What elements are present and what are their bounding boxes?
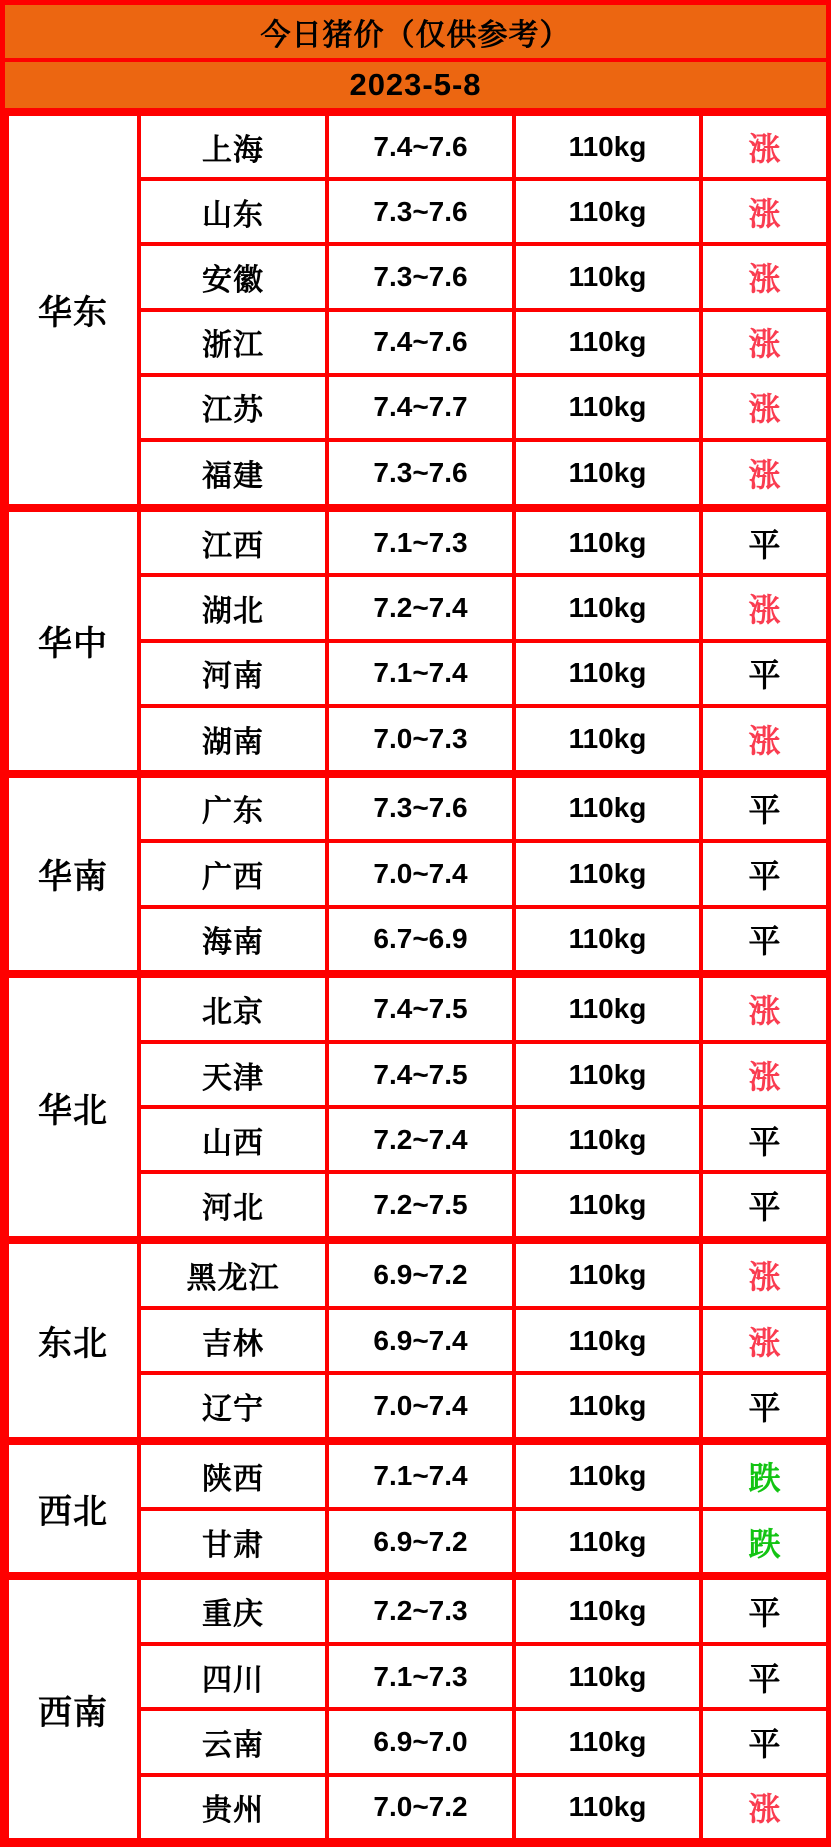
- table-row: [7, 508, 828, 576]
- weight-cell: 110kg: [514, 706, 701, 774]
- province-cell: 陕西: [139, 1441, 327, 1509]
- price-cell: 7.0~7.4: [327, 841, 514, 906]
- province-cell: 安徽: [139, 244, 327, 309]
- weight-cell: 110kg: [514, 1240, 701, 1308]
- province-cell: 辽宁: [139, 1373, 327, 1441]
- province-cell: 甘肃: [139, 1509, 327, 1577]
- province-cell: 吉林: [139, 1308, 327, 1373]
- province-cell: 河北: [139, 1172, 327, 1240]
- status-cell: 平: [701, 1709, 828, 1774]
- weight-cell: 110kg: [514, 508, 701, 576]
- price-cell: 7.0~7.4: [327, 1373, 514, 1441]
- province-cell: 北京: [139, 974, 327, 1042]
- table-row: [7, 1576, 828, 1644]
- weight-cell: 110kg: [514, 1644, 701, 1709]
- date-label: 2023-5-8: [5, 62, 826, 108]
- weight-cell: 110kg: [514, 907, 701, 975]
- status-cell: 涨: [701, 179, 828, 244]
- province-cell: 江苏: [139, 375, 327, 440]
- province-cell: 天津: [139, 1042, 327, 1107]
- weight-cell: 110kg: [514, 974, 701, 1042]
- weight-cell: 110kg: [514, 1042, 701, 1107]
- table-row: [7, 774, 828, 842]
- province-cell: 云南: [139, 1709, 327, 1774]
- status-cell: 平: [701, 841, 828, 906]
- weight-cell: 110kg: [514, 1709, 701, 1774]
- province-cell: 福建: [139, 440, 327, 508]
- weight-cell: 110kg: [514, 1576, 701, 1644]
- page-title: 今日猪价（仅供参考）: [5, 5, 826, 58]
- weight-cell: 110kg: [514, 1373, 701, 1441]
- province-cell: 山东: [139, 179, 327, 244]
- price-cell: 6.7~6.9: [327, 907, 514, 975]
- weight-cell: 110kg: [514, 440, 701, 508]
- status-cell: 跌: [701, 1509, 828, 1577]
- price-cell: 7.4~7.5: [327, 1042, 514, 1107]
- price-table: [5, 112, 830, 1842]
- province-cell: 黑龙江: [139, 1240, 327, 1308]
- price-cell: 7.4~7.6: [327, 310, 514, 375]
- price-cell: 7.1~7.4: [327, 641, 514, 706]
- weight-cell: 110kg: [514, 1775, 701, 1840]
- table-row: [7, 1441, 828, 1509]
- weight-cell: 110kg: [514, 244, 701, 309]
- price-cell: 6.9~7.0: [327, 1709, 514, 1774]
- price-cell: 7.0~7.2: [327, 1775, 514, 1840]
- status-cell: 涨: [701, 706, 828, 774]
- price-cell: 7.3~7.6: [327, 244, 514, 309]
- table-row: [7, 114, 828, 179]
- status-cell: 涨: [701, 1775, 828, 1840]
- weight-cell: 110kg: [514, 1509, 701, 1577]
- region-cell: 华北: [7, 974, 139, 1240]
- province-cell: 江西: [139, 508, 327, 576]
- weight-cell: 110kg: [514, 641, 701, 706]
- status-cell: 跌: [701, 1441, 828, 1509]
- weight-cell: 110kg: [514, 114, 701, 179]
- weight-cell: 110kg: [514, 774, 701, 842]
- price-cell: 7.0~7.3: [327, 706, 514, 774]
- weight-cell: 110kg: [514, 375, 701, 440]
- status-cell: 平: [701, 1644, 828, 1709]
- province-cell: 贵州: [139, 1775, 327, 1840]
- province-cell: 重庆: [139, 1576, 327, 1644]
- province-cell: 广东: [139, 774, 327, 842]
- region-cell: 西南: [7, 1576, 139, 1840]
- price-cell: 7.2~7.4: [327, 575, 514, 640]
- weight-cell: 110kg: [514, 575, 701, 640]
- weight-cell: 110kg: [514, 1107, 701, 1172]
- price-cell: 7.1~7.3: [327, 508, 514, 576]
- price-cell: 7.2~7.4: [327, 1107, 514, 1172]
- table-row: [7, 1240, 828, 1308]
- status-cell: 涨: [701, 1042, 828, 1107]
- price-cell: 7.3~7.6: [327, 179, 514, 244]
- status-cell: 平: [701, 774, 828, 842]
- price-cell: 7.4~7.5: [327, 974, 514, 1042]
- province-cell: 湖北: [139, 575, 327, 640]
- weight-cell: 110kg: [514, 1441, 701, 1509]
- weight-cell: 110kg: [514, 179, 701, 244]
- weight-cell: 110kg: [514, 1172, 701, 1240]
- status-cell: 涨: [701, 310, 828, 375]
- price-cell: 7.2~7.3: [327, 1576, 514, 1644]
- price-cell: 7.3~7.6: [327, 440, 514, 508]
- status-cell: 平: [701, 1107, 828, 1172]
- province-cell: 四川: [139, 1644, 327, 1709]
- province-cell: 广西: [139, 841, 327, 906]
- table-row: [7, 974, 828, 1042]
- price-cell: 7.1~7.3: [327, 1644, 514, 1709]
- status-cell: 涨: [701, 1240, 828, 1308]
- region-cell: 东北: [7, 1240, 139, 1441]
- status-cell: 平: [701, 1576, 828, 1644]
- status-cell: 涨: [701, 440, 828, 508]
- price-cell: 7.4~7.6: [327, 114, 514, 179]
- price-cell: 7.3~7.6: [327, 774, 514, 842]
- status-cell: 平: [701, 907, 828, 975]
- price-cell: 7.1~7.4: [327, 1441, 514, 1509]
- price-cell: 7.2~7.5: [327, 1172, 514, 1240]
- status-cell: 涨: [701, 244, 828, 309]
- status-cell: 平: [701, 1172, 828, 1240]
- status-cell: 涨: [701, 114, 828, 179]
- status-cell: 平: [701, 641, 828, 706]
- province-cell: 山西: [139, 1107, 327, 1172]
- status-cell: 平: [701, 1373, 828, 1441]
- status-cell: 平: [701, 508, 828, 576]
- price-cell: 7.4~7.7: [327, 375, 514, 440]
- price-cell: 6.9~7.4: [327, 1308, 514, 1373]
- price-cell: 6.9~7.2: [327, 1240, 514, 1308]
- status-cell: 涨: [701, 974, 828, 1042]
- province-cell: 上海: [139, 114, 327, 179]
- status-cell: 涨: [701, 1308, 828, 1373]
- province-cell: 湖南: [139, 706, 327, 774]
- region-cell: 华东: [7, 114, 139, 508]
- weight-cell: 110kg: [514, 841, 701, 906]
- province-cell: 海南: [139, 907, 327, 975]
- status-cell: 涨: [701, 575, 828, 640]
- province-cell: 浙江: [139, 310, 327, 375]
- price-cell: 6.9~7.2: [327, 1509, 514, 1577]
- region-cell: 华中: [7, 508, 139, 774]
- region-cell: 华南: [7, 774, 139, 975]
- weight-cell: 110kg: [514, 310, 701, 375]
- province-cell: 河南: [139, 641, 327, 706]
- region-cell: 西北: [7, 1441, 139, 1577]
- status-cell: 涨: [701, 375, 828, 440]
- weight-cell: 110kg: [514, 1308, 701, 1373]
